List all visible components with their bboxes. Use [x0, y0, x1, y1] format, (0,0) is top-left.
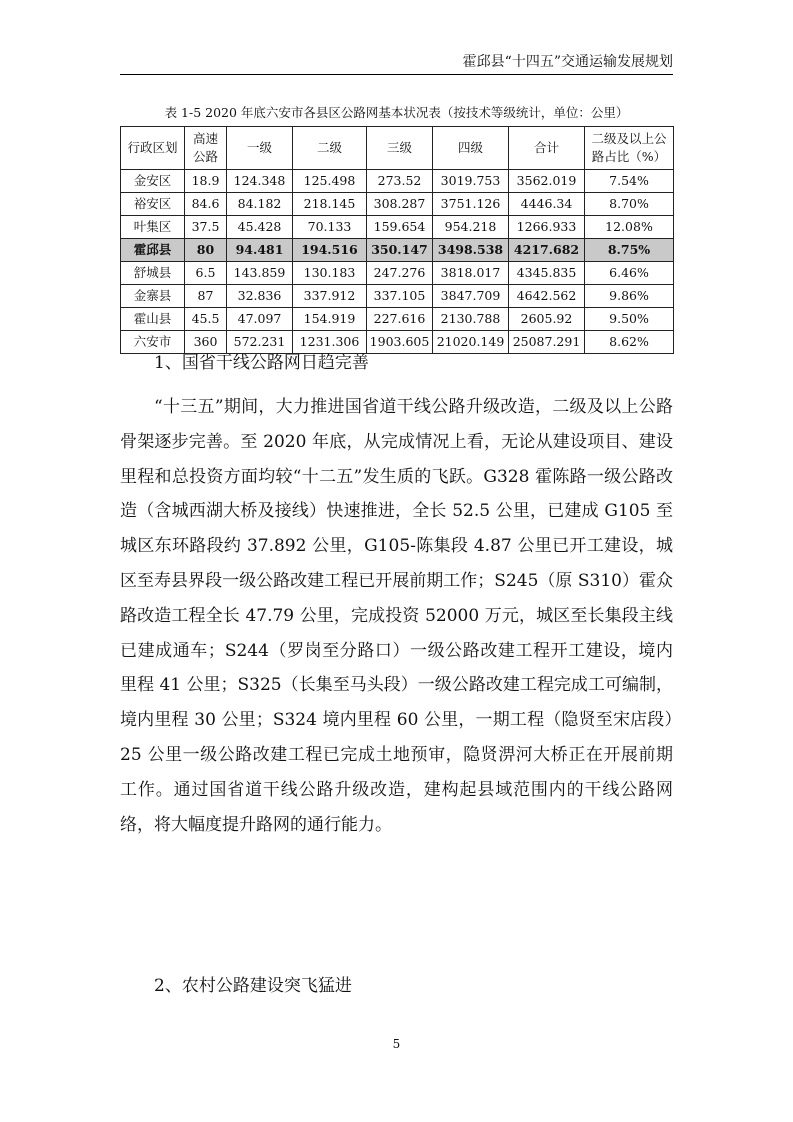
table-row	[121, 262, 674, 285]
road-network-table	[120, 126, 674, 354]
body-paragraph: “十三五”期间，大力推进国省道干线公路升级改造，二级及以上公路骨架逐步完善。至 2020 年底，从完成情况上看，无论从建设项目、建设里程和总投资方面均较“十二五”发生质的飞跃。G328 霍陈路一级公路改造（含城西湖大桥及接线）快速推进，全长 52.5 公里，已建成 G105 至城区东环路段约 37.892 公里，G105-陈集段 4.87 公里已开工建设，城区至寿县界段一级公路改建工程已开展前期工作；S245（原 S310）霍众路改造工程全长 47.79 公里，完成投资 52000 万元，城区至长集段主线已建成通车；S244（罗岗至分路口）一级公路改建工程开工建设，境内里程 41 公里；S325（长集至马头段）一级公路改建工程完成工可编制，境内里程 30 公里；S324 境内里程 60 公里，一期工程（隐贤至宋店段）25 公里一级公路改建工程已完成土地预审，隐贤淠河大桥正在开展前期工作。通过国省道干线公路升级改造，建构起县域范围内的干线公路网络，将大幅度提升路网的通行能力。	[120, 397, 673, 835]
table-cell: 572.231	[227, 331, 293, 354]
col-header-class1: 一级	[227, 127, 293, 170]
table-cell: 47.097	[227, 308, 293, 331]
table-cell: 7.54%	[585, 170, 674, 193]
table-cell: 350.147	[367, 239, 433, 262]
table-cell: 954.218	[433, 216, 509, 239]
table-cell: 143.859	[227, 262, 293, 285]
table-cell: 2130.788	[433, 308, 509, 331]
page-number: 5	[392, 1037, 401, 1051]
table-cell: 6.46%	[585, 262, 674, 285]
table-cell: 130.183	[293, 262, 367, 285]
table-row	[121, 308, 674, 331]
table-cell: 六安市	[121, 331, 185, 354]
table-row-highlighted	[121, 239, 674, 262]
table-cell: 45.428	[227, 216, 293, 239]
table-cell: 337.105	[367, 285, 433, 308]
table-cell: 218.145	[293, 193, 367, 216]
table-cell: 舒城县	[121, 262, 185, 285]
table-cell: 6.5	[185, 262, 227, 285]
section-heading: 1、国省干线公路网日趋完善	[154, 353, 369, 373]
table-cell: 32.836	[227, 285, 293, 308]
table-cell: 80	[185, 239, 227, 262]
col-header-class2: 二级	[293, 127, 367, 170]
table-cell: 360	[185, 331, 227, 354]
table-cell: 3562.019	[509, 170, 585, 193]
col-header-expressway: 高速公路	[185, 127, 227, 170]
table-cell: 227.616	[367, 308, 433, 331]
table-cell: 194.516	[293, 239, 367, 262]
header-rule	[120, 74, 673, 75]
table-cell: 2605.92	[509, 308, 585, 331]
table-row	[121, 216, 674, 239]
table-cell: 84.6	[185, 193, 227, 216]
table-cell: 8.70%	[585, 193, 674, 216]
running-header: 霍邱县“十四五”交通运输发展规划	[462, 54, 673, 70]
table-cell: 金安区	[121, 170, 185, 193]
table-cell: 1266.933	[509, 216, 585, 239]
table-cell: 霍邱县	[121, 239, 185, 262]
table-cell: 4446.34	[509, 193, 585, 216]
col-header-region: 行政区划	[121, 127, 185, 170]
col-header-total: 合计	[509, 127, 585, 170]
table-cell: 12.08%	[585, 216, 674, 239]
table-cell: 3818.017	[433, 262, 509, 285]
table-cell: 1903.605	[367, 331, 433, 354]
table-row	[121, 285, 674, 308]
table-cell: 9.50%	[585, 308, 674, 331]
table-cell: 21020.149	[433, 331, 509, 354]
table-cell: 3751.126	[433, 193, 509, 216]
table-cell: 25087.291	[509, 331, 585, 354]
table-cell: 3847.709	[433, 285, 509, 308]
table-row	[121, 193, 674, 216]
table-cell: 裕安区	[121, 193, 185, 216]
table-cell: 87	[185, 285, 227, 308]
table-cell: 124.348	[227, 170, 293, 193]
table-cell: 1231.306	[293, 331, 367, 354]
col-header-class4: 四级	[433, 127, 509, 170]
col-header-ratio: 二级及以上公路占比（%）	[585, 127, 674, 170]
col-header-class3: 三级	[367, 127, 433, 170]
table-cell: 337.912	[293, 285, 367, 308]
table-cell: 18.9	[185, 170, 227, 193]
table-cell: 154.919	[293, 308, 367, 331]
table-cell: 45.5	[185, 308, 227, 331]
table-cell: 霍山县	[121, 308, 185, 331]
table-cell: 84.182	[227, 193, 293, 216]
table-header-row	[121, 127, 674, 170]
table-cell: 247.276	[367, 262, 433, 285]
section-heading: 2、农村公路建设突飞猛进	[154, 976, 352, 996]
table-cell: 9.86%	[585, 285, 674, 308]
table-row	[121, 170, 674, 193]
table-cell: 3498.538	[433, 239, 509, 262]
table-caption: 表 1-5 2020 年底六安市各县区公路网基本状况表（按技术等级统计，单位：公里）	[164, 105, 629, 120]
table-cell: 叶集区	[121, 216, 185, 239]
table-cell: 159.654	[367, 216, 433, 239]
table-cell: 4642.562	[509, 285, 585, 308]
table-cell: 3019.753	[433, 170, 509, 193]
table-cell: 4345.835	[509, 262, 585, 285]
table-cell: 125.498	[293, 170, 367, 193]
table-cell: 37.5	[185, 216, 227, 239]
table-cell: 金寨县	[121, 285, 185, 308]
table-cell: 8.62%	[585, 331, 674, 354]
table-cell: 4217.682	[509, 239, 585, 262]
table-cell: 94.481	[227, 239, 293, 262]
table-cell: 8.75%	[585, 239, 674, 262]
table-cell: 273.52	[367, 170, 433, 193]
table-cell: 308.287	[367, 193, 433, 216]
table-cell: 70.133	[293, 216, 367, 239]
